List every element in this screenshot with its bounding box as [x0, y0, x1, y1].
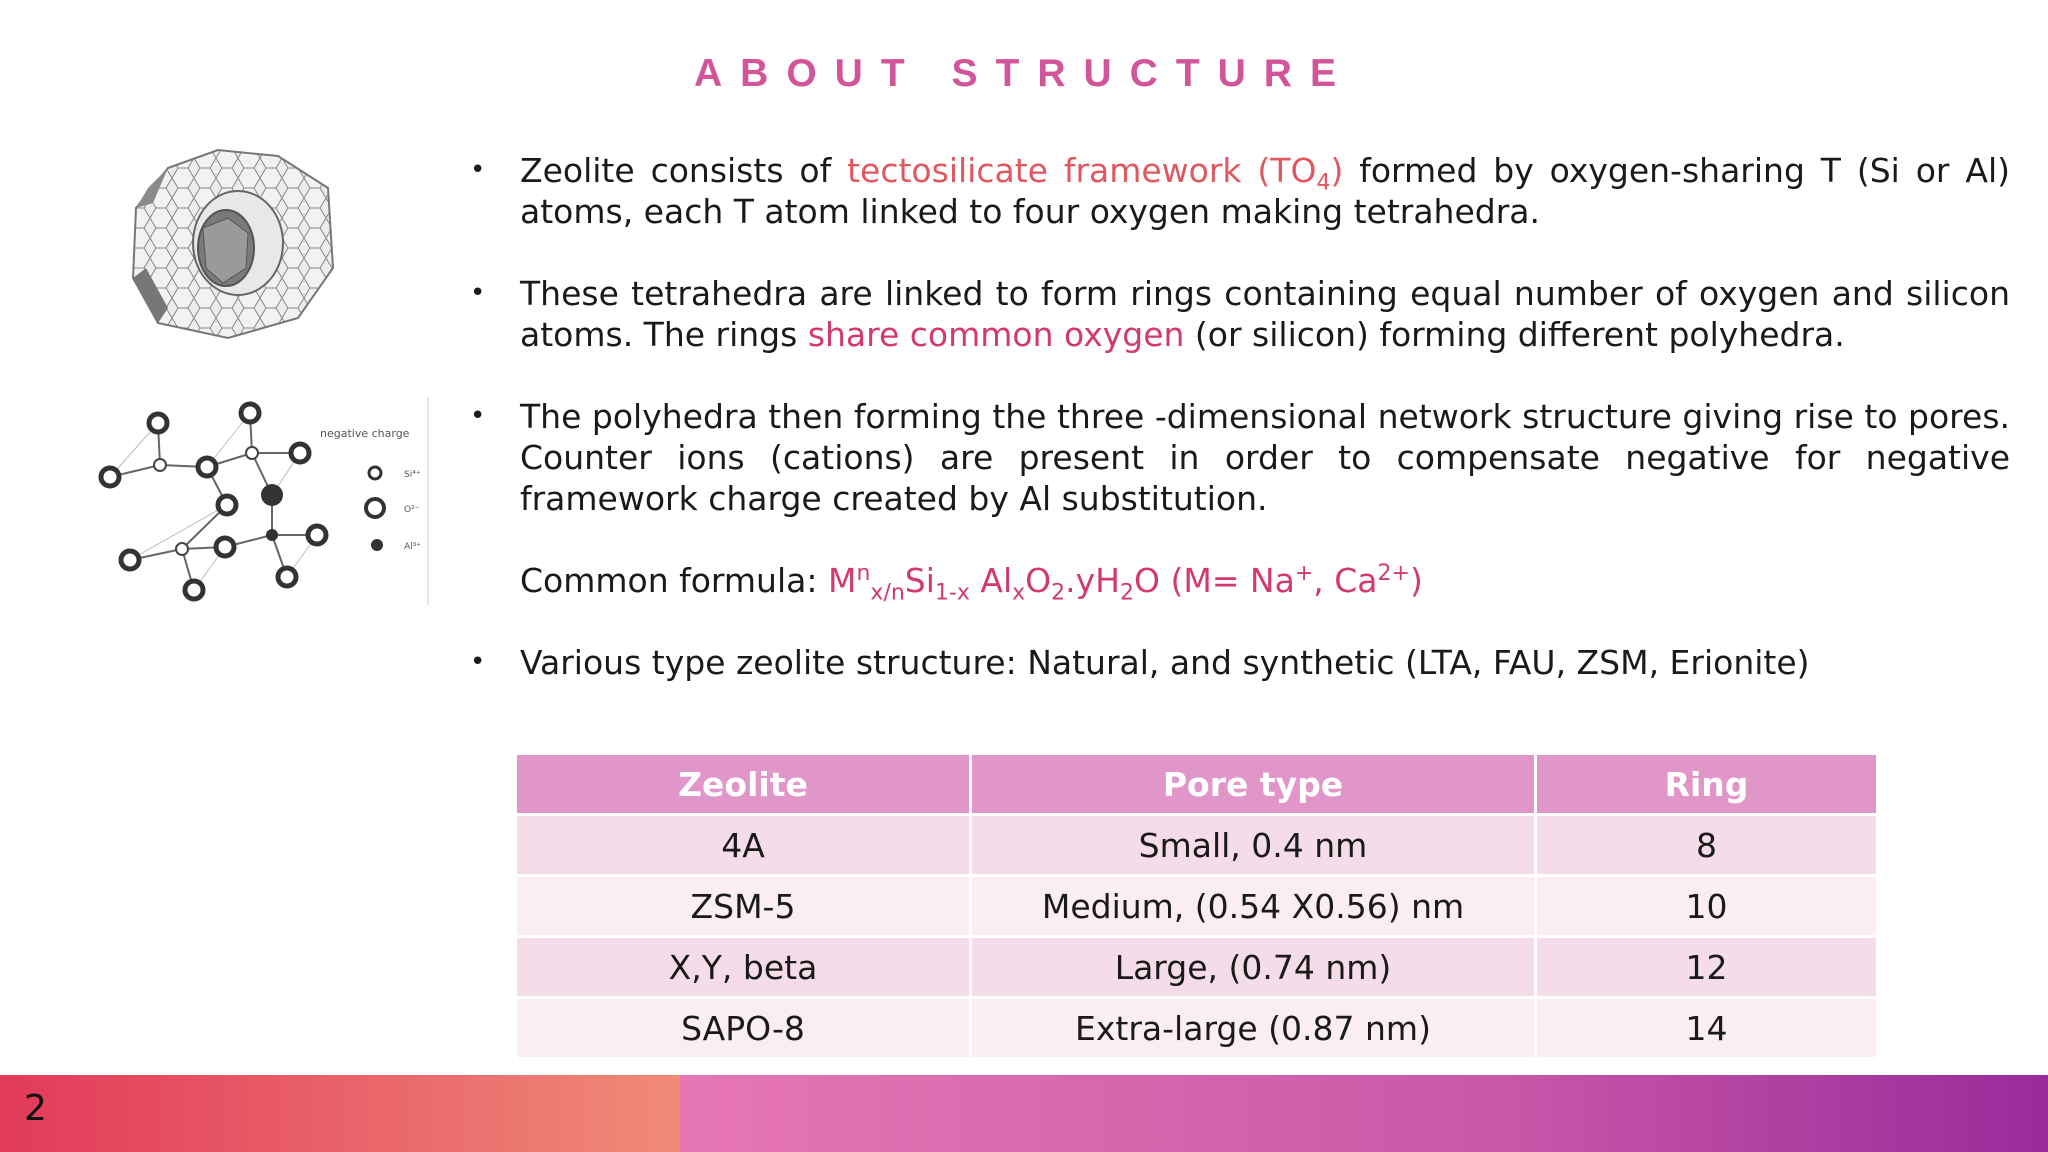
zeolite-table — [514, 752, 1879, 1060]
legend-al: Al³⁺ — [404, 542, 422, 552]
table-row — [517, 999, 1876, 1057]
bullet-2-post: (or silicon) forming different polyhedra. — [1184, 315, 1845, 354]
footer-bar-right — [680, 1075, 2048, 1152]
header-pore-type: Pore type — [972, 755, 1534, 813]
common-formula — [470, 560, 2010, 606]
bullet-1-pre: Zeolite consists of — [520, 151, 848, 190]
table-row — [517, 816, 1876, 874]
bullet-1-highlight: tectosilicate framework $(TO_4)$ — [847, 151, 1344, 196]
bullet-2: • These tetrahedra are linked to form rings containing equal number of oxygen and silicon atoms. The rings share common oxygen (or silicon) forming different polyhedra. — [470, 274, 2010, 354]
legend-title: negative charge — [320, 427, 410, 440]
tetrahedra-network-figure — [92, 395, 432, 607]
zeolite-framework-figure — [128, 148, 338, 340]
table-row — [517, 938, 1876, 996]
table-row — [517, 877, 1876, 935]
legend-o: O²⁻ — [404, 505, 420, 515]
cell-pore-type: Medium, (0.54 X0.56) nm — [972, 877, 1534, 935]
formula-expression: $M^n_{x/n}Si_{1-x}$ $Al_xO_2.yH_2O$ (M= Na+, $Ca^{2+}$) — [827, 561, 1423, 606]
bullet-2-pre: These tetrahedra are linked to form rings containing equal number of oxygen and silicon atoms. The rings — [520, 274, 2010, 354]
cell-pore-type: Small, 0.4 nm — [972, 816, 1534, 874]
bullet-list — [470, 150, 2010, 683]
header-zeolite: Zeolite — [517, 755, 969, 813]
cell-ring: 14 — [1537, 999, 1876, 1057]
cell-zeolite: ZSM-5 — [517, 877, 969, 935]
cell-pore-type: Extra-large (0.87 nm) — [972, 999, 1534, 1057]
cell-zeolite: X,Y, beta — [517, 938, 969, 996]
cell-ring: 12 — [1537, 938, 1876, 996]
legend-si: Si⁴⁺ — [404, 470, 421, 480]
slide-title: ABOUT STRUCTURE — [694, 52, 1354, 95]
cell-ring: 8 — [1537, 816, 1876, 874]
header-ring: Ring — [1537, 755, 1876, 813]
bullet-1-post: formed by oxygen-sharing T (Si or Al) atoms, each T atom linked to four oxygen making tetrahedra. — [520, 151, 2010, 231]
cell-ring: 10 — [1537, 877, 1876, 935]
footer-bar-left — [0, 1075, 680, 1152]
page-number: 2 — [24, 1088, 47, 1129]
bullet-1: • Zeolite consists of tectosilicate framework $(TO_4)$ formed by oxygen-sharing T (Si or Al) atoms, each T atom linked to four oxygen making tetrahedra. — [470, 151, 2010, 231]
table-header-row — [517, 755, 1876, 813]
bullet-4: • Various type zeolite structure: Natural, and synthetic (LTA, FAU, ZSM, Erionite) — [470, 643, 1810, 682]
cell-zeolite: 4A — [517, 816, 969, 874]
bullet-3: • The polyhedra then forming the three -dimensional network structure giving rise to pores. Counter ions (cations) are present in order to compensate negative for negative framework charge created by Al substitution. — [470, 397, 2010, 518]
cell-pore-type: Large, (0.74 nm) — [972, 938, 1534, 996]
formula-label: Common formula: — [520, 561, 828, 600]
bullet-2-highlight: share common oxygen — [807, 315, 1185, 354]
cell-zeolite: SAPO-8 — [517, 999, 969, 1057]
bullet-4-text: Various type zeolite structure: Natural, and synthetic (LTA, FAU, ZSM, Erionite) — [520, 643, 1810, 682]
bullet-3-text: The polyhedra then forming the three -dimensional network structure giving rise to pores. Counter ions (cations) are present in order to compensate negative for negative framework charge created by Al substitution. — [520, 397, 2010, 518]
